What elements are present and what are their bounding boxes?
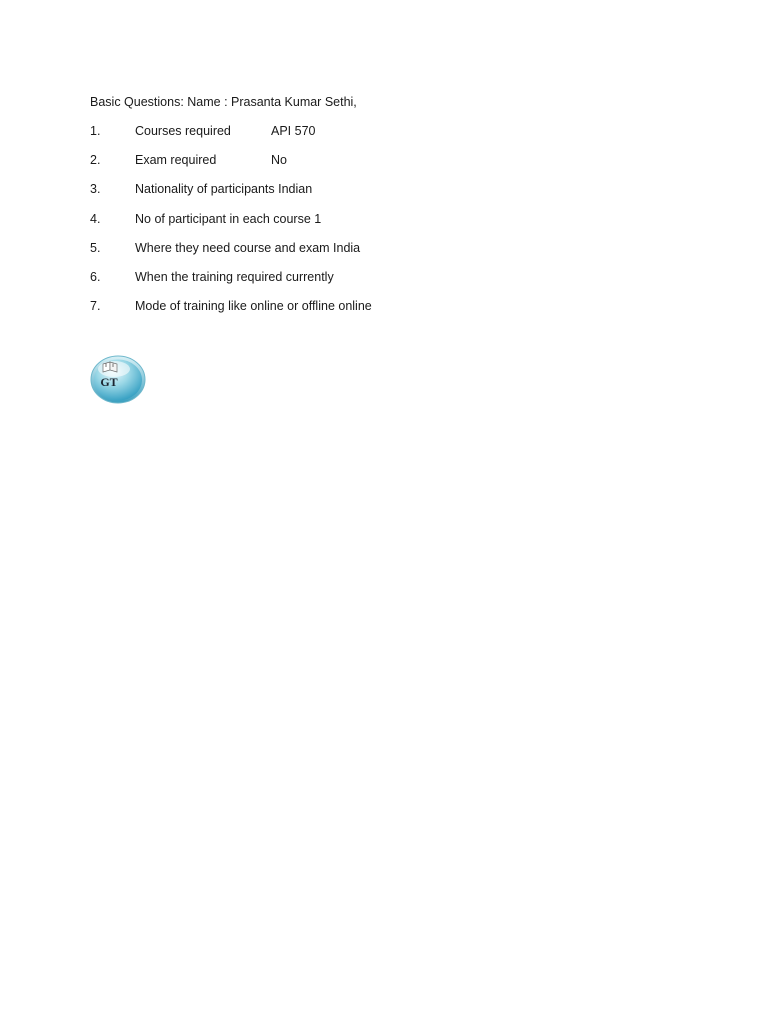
logo-text: GT [100,375,118,389]
item-number: 4. [90,211,101,226]
gt-logo-graphic [90,355,146,404]
item-question: Mode of training like online or offline online [135,299,372,314]
item-number: 7. [90,299,101,314]
item-question: Where they need course and exam India [135,240,361,255]
item-number: 1. [90,124,101,138]
gt-badge-icon [90,355,146,404]
item-number: 3. [90,182,101,197]
item-question: Exam required [135,153,217,168]
item-question: No of participant in each course 1 [135,211,322,226]
item-answer: No [271,153,287,168]
item-question: Nationality of participants Indian [135,182,313,197]
item-question: When the training required currently [135,269,334,284]
item-answer: API 570 [271,124,316,138]
item-number: 6. [90,269,101,284]
item-question: Courses required [135,124,231,138]
item-number: 2. [90,153,101,168]
document-heading: Basic Questions: Name : Prasanta Kumar Sethi, [90,95,357,109]
item-number: 5. [90,240,101,255]
